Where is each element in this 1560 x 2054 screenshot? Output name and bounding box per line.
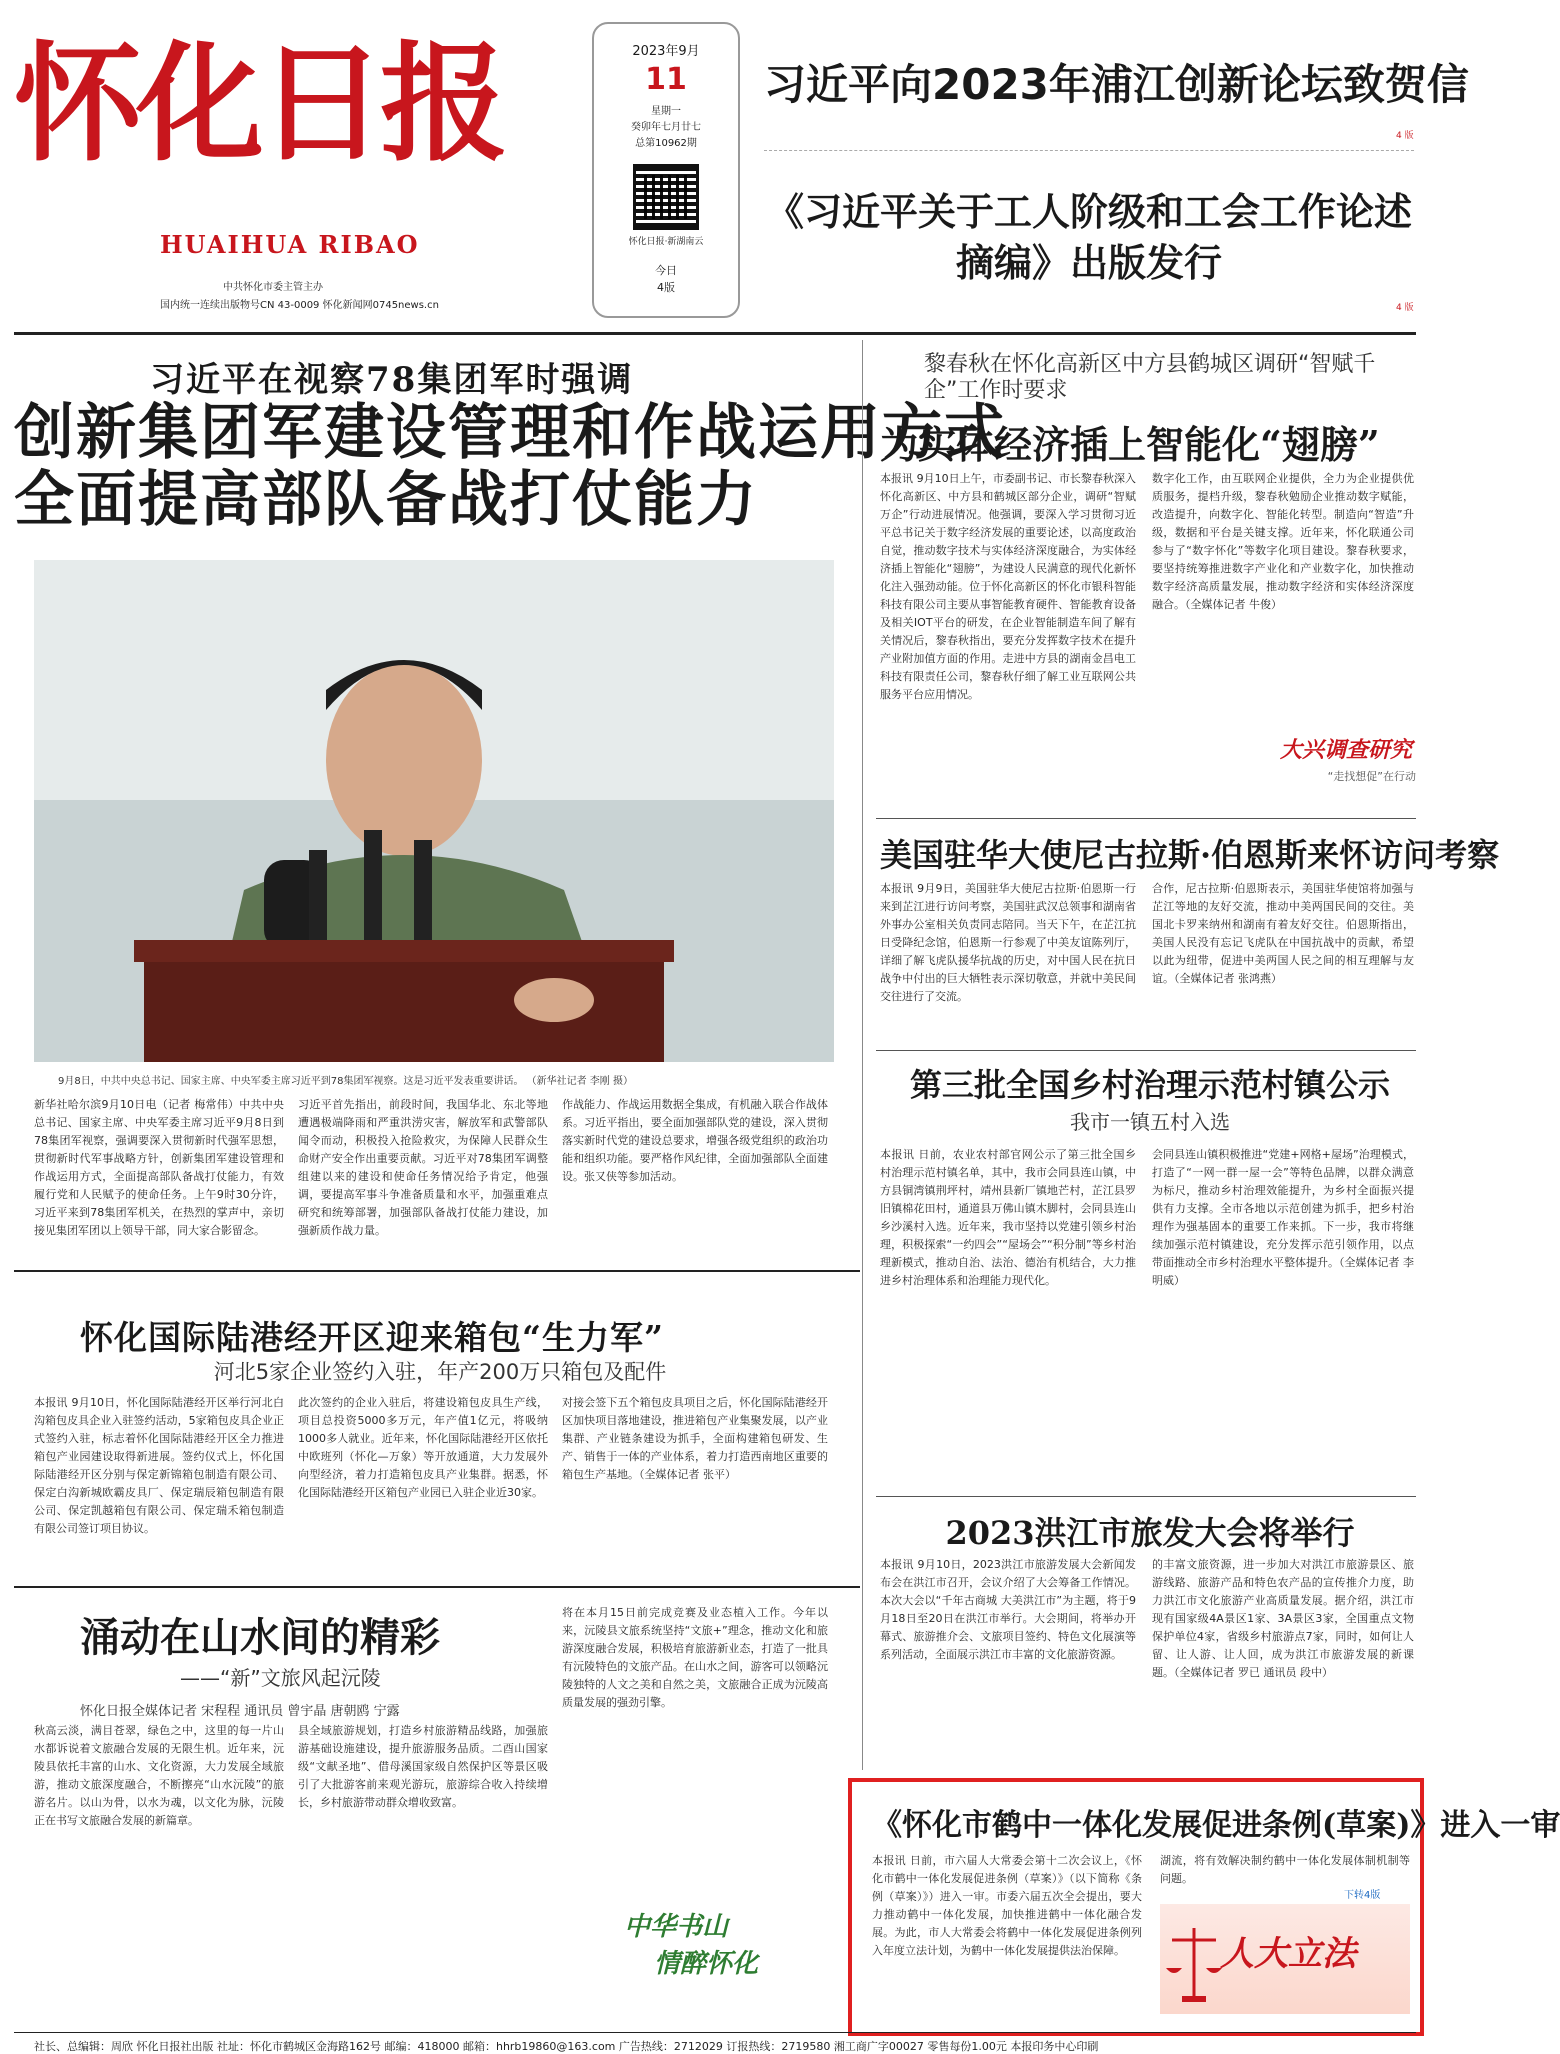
story7-body-col3: 将在本月15日前完成竞赛及业态植入工作。今年以来，沅陵县文旅系统坚持“文旅+”理念，推动文化和旅游深度融合发展，积极培育旅游新业态，打造了一批具有沅陵特色的文旅产品。在山水之间，游客可以领略沅陵独特的人文之美和自然之美，文旅融合正成为沅陵高质量发展的强劲引擎。 [562,1606,828,1709]
lead-photo-caption: 9月8日，中共中央总书记、国家主席、中央军委主席习近平到78集团军视察。这是习近平发表重要讲话。 （新华社记者 李刚 摄） [58,1076,633,1087]
story5-subtitle: 河北5家企业签约入驻，年产200万只箱包及配件 [213,1360,667,1384]
story7-byline: 怀化日报全媒体记者 宋程程 通讯员 曾宇晶 唐朝鸥 宁露 [80,1704,400,1719]
story2-kicker: 黎春秋在怀化高新区中方县鹤城区调研“智赋千企”工作时要求 [924,352,1376,404]
story7-body-col1: 秋高云淡，满目苍翠，绿色之中，这里的每一片山水都诉说着文旅融合发展的无限生机。近年来，沅陵县依托丰富的山水、文化资源，大力发展全域旅游，推动文旅深度融合，不断擦亮“山水沅陵”的旅游名片。以山为骨，以水为魂，以文化为脉，沅陵正在书写文旅融合发展的新篇章。 [34,1724,284,1827]
lead-photo[interactable] [34,560,834,1062]
masthead-logo-text: 怀化日报 [14,29,503,179]
story4-body-col2: 会同县连山镇积极推进“党建+网格+屋场”治理模式，打造了“一网一群一屋一会”等特色品牌，以群众满意为标尺，推动乡村治理效能提升，为乡村全面振兴提供有力支撑。全市各地以示范创建为抓手，把乡村治理作为强基固本的重要工作来抓。下一步，我市将继续加强示范村镇建设，充分发挥示范引领作用，以点带面推动全市乡村治理水平整体提升。（全媒体记者 李明威） [1152,1148,1414,1287]
story3-title[interactable]: 美国驻华大使尼古拉斯·伯恩斯来怀访问考察 [880,836,1500,874]
story7-title[interactable]: 涌动在山水间的精彩 [80,1614,440,1661]
story8-body-col2: 湖流，将有效解决制约鹤中一体化发展体制机制等问题。 [1160,1854,1410,1885]
story2-body-col2: 数字化工作，由互联网企业提供，全力为企业提供优质服务，提档升级，黎春秋勉励企业推动数字赋能，改造提升，向数字化、智能化转型。制造向“智造”升级，数据和平台是关键支撑。近年来，怀化联通公司参与了“数字怀化”等数字化项目建设。黎春秋要求，要坚持统筹推进数字产业化和产业数字化，加快推动数字经济高质量发展，推动数字经济和实体经济深度融合。（全媒体记者 牛俊） [1152,472,1414,611]
masthead-pinyin: HUAIHUA RIBAO [160,230,420,259]
tourism-logo-line2: 情醉怀化 [654,1949,759,1979]
npc-legislation-logo [1160,1904,1410,2014]
story2-title[interactable]: 为实体经济插上智能化“翅膀” [880,422,1380,467]
lead-body-col3: 作战能力、作战运用数据全集成，有机融入联合作战体系。习近平指出，要全面加强部队党的建设，深入贯彻落实新时代党的建设总要求，增强各级党组织的政治功能和组织功能。要严格作风纪律，全面加强部队全面建设。张又侠等参加活动。 [562,1098,828,1183]
date-weekday: 星期一 [651,106,681,117]
story4-body-col1: 本报讯 日前，农业农村部官网公示了第三批全国乡村治理示范村镇名单，其中，我市会同县连山镇，中方县铜湾镇荆坪村，靖州县新厂镇地芒村，芷江县罗旧镇棉花田村，通道县万佛山镇木脚村，会同县连山乡沙溪村入选。近年来，我市坚持以党建引领乡村治理，积极探索“一约四会”“屋场会”“积分制”等乡村治理新模式，推动自治、法治、德治有机结合，大力推进乡村治理体系和治理能力现代化。 [880,1148,1136,1287]
stamp-title: 大兴调查研究 [1279,737,1412,763]
story4-subtitle: 我市一镇五村入选 [1070,1110,1230,1134]
story5-body-col3: 对接会签下五个箱包皮具项目之后，怀化国际陆港经开区加快项目落地建设，推进箱包产业集聚发展，以产业集群、产业链条建设为抓手，全面构建箱包研发、生产、销售于一体的产业体系，着力打造西南地区重要的箱包生产基地。（全媒体记者 张平） [562,1396,828,1481]
story7-body-col2: 县全域旅游规划，打造乡村旅游精品线路，加强旅游基础设施建设，提升旅游服务品质。二酉山国家级“文献圣地”、借母溪国家级自然保护区等景区吸引了大批游客前来观光游玩，旅游综合收入持续增长，乡村旅游带动群众增收致富。 [298,1724,548,1809]
story6-title[interactable]: 2023洪江市旅发大会将举行 [945,1514,1355,1552]
qr-caption: 怀化日报·新湖南云 [628,237,704,247]
story2-body-col1: 本报讯 9月10日上午，市委副书记、市长黎春秋深入怀化高新区、中方县和鹤城区部分企业，调研“智赋万企”行动进展情况。他强调，要深入学习贯彻习近平总书记关于数字经济发展的重要论述，以高度政治自觉，推动数字技术与实体经济深度融合，为实体经济插上智能化“翅膀”，为建设人民满意的现代化新怀化注入强劲动能。位于怀化高新区的怀化市银科智能科技有限公司主要从事智能教育硬件、智能教育设备及相关IOT平台的研发，在企业智能制造车间了解有关情况后，黎春秋指出，要充分发挥数字技术在提升产业附加值方面的作用。走进中方县的湖南金昌电工科技有限责任公司，黎春秋仔细了解工业互联网公共服务平台应用情况。 [880,472,1136,701]
masthead-logo [14,29,503,240]
story4-title[interactable]: 第三批全国乡村治理示范村镇公示 [909,1066,1390,1104]
stamp-subtitle: “走找想促”在行动 [1327,770,1416,783]
footer-info: 社长、总编辑：周欣 怀化日报社出版 社址：怀化市鹤城区金海路162号 邮编：418000 邮箱：hhrb19860@163.com 广告热线：2712029 订报热线：2719580 湘工商广字00027 零售每份1.00元 本报印务中心印刷 [34,2040,1099,2053]
masthead-publisher: 中共怀化市委主管主办 [223,282,323,293]
top-headline-1[interactable]: 习近平向2023年浦江创新论坛致贺信 [764,60,1469,109]
lead-title-line1[interactable]: 创新集团军建设管理和作战运用方式 [14,398,1006,468]
lead-photo-illustration [34,560,834,1062]
story6-body-col2: 的丰富文旅资源，进一步加大对洪江市旅游景区、旅游线路、旅游产品和特色农产品的宣传推介力度，助力洪江市文化旅游产业高质量发展。据介绍，洪江市现有国家级4A景区1家、3A景区3家，全国重点文物保护单位4家，省级乡村旅游点7家，同时，如何让人留、让人游、让人回，成为洪江市旅游发展的新课题。（全媒体记者 罗已 通讯员 段中） [1152,1558,1414,1679]
top-headline-2-ref[interactable]: 4 版 [1396,303,1414,313]
story5-body-col1: 本报讯 9月10日，怀化国际陆港经开区举行河北白沟箱包皮具企业入驻签约活动，5家箱包皮具企业正式签约入驻，标志着怀化国际陆港经开区全力推进箱包产业园建设取得新进展。签约仪式上，怀化国际陆港经开区分别与保定新锦箱包制造有限公司、保定白沟新城欧霸皮具厂、保定瑞辰箱包制造有限公司、保定凯越箱包有限公司、保定瑞禾箱包制造有限公司签订项目协议。 [34,1396,284,1535]
story8-body-col1: 本报讯 日前，市六届人大常委会第十二次会议上，《怀化市鹤中一体化发展促进条例（草案）》（以下简称《条例（草案）》）进入一审。市委六届五次全会提出，要大力推动鹤中一体化发展，加快推进鹤中一体化融合发展。为此，市人大常委会将鹤中一体化发展促进条例列入年度立法计划，为鹤中一体化发展提供法治保障。 [872,1854,1142,1957]
lead-body-col2: 习近平首先指出，前段时间，我国华北、东北等地遭遇极端降雨和严重洪涝灾害，解放军和武警部队闻令而动，积极投入抢险救灾，为保障人民群众生命财产安全作出重要贡献。习近平对78集团军调整组建以来的建设和使命任务情况给予肯定，他强调，要提高军事斗争准备质量和水平，加强重难点研究和统筹部署，加强部队备战打仗能力建设，加强新质作战力量。 [298,1098,548,1237]
lead-body-col1: 新华社哈尔滨9月10日电（记者 梅常伟）中共中央总书记、国家主席、中央军委主席习近平9月8日到78集团军视察，强调要深入贯彻新时代强军思想，贯彻新时代军事战略方针，创新集团军建设管理和作战运用方式，全面提高部队备战打仗能力，有效履行党和人民赋予的使命任务。上午9时30分许，习近平来到78集团军机关，在热烈的掌声中，亲切接见集团军团以上领导干部，同大家合影留念。 [34,1098,284,1237]
qr-code-icon[interactable] [633,164,699,230]
date-lunar: 癸卯年七月廿七 [631,122,701,133]
npc-legislation-text: 人大立法 [1220,1934,1356,1974]
top-headline-2[interactable]: 《习近平关于工人阶级和工会工作论述摘编》出版发行 [765,189,1412,286]
tourism-logo [624,1906,824,1986]
story7-subtitle: ——“新”文旅风起沅陵 [180,1666,381,1690]
story5-body-col2: 此次签约的企业入驻后，将建设箱包皮具生产线，项目总投资5000多万元，年产值1亿元，将吸纳1000多人就业。近年来，怀化国际陆港经开区依托中欧班列（怀化—万象）等开放通道，大力发展外向型经济，着力打造箱包皮具产业集群。据悉，怀化国际陆港经开区箱包产业园已入驻企业近30家。 [298,1396,548,1499]
masthead-issn: 国内统一连续出版物号CN 43-0009 怀化新闻网0745news.cn [160,300,439,311]
lead-kicker: 习近平在视察78集团军时强调 [150,360,634,400]
tourism-logo-line1: 中华书山 [624,1912,729,1942]
lead-title-line2[interactable]: 全面提高部队备战打仗能力 [14,465,758,536]
story3-body-col1: 本报讯 9月9日，美国驻华大使尼古拉斯·伯恩斯一行来到芷江进行访问考察，美国驻武汉总领事和湖南省外事办公室相关负责同志陪同。当天下午，在芷江抗日受降纪念馆，伯恩斯一行参观了中美友谊陈列厅，详细了解飞虎队援华抗战的历史，对中国人民在抗日战争中付出的巨大牺牲表示深切敬意，并就中美民间交往进行了交流。 [880,882,1136,1003]
today-label: 今日 [655,264,677,277]
date-day: 11 [645,62,687,97]
story5-title[interactable]: 怀化国际陆港经开区迎来箱包“生力军” [80,1318,664,1357]
scales-icon [1164,1918,1224,2008]
story3-body-col2: 合作，尼古拉斯·伯恩斯表示，美国驻华使馆将加强与芷江等地的友好交流，推动中美两国民间的交往。美国北卡罗来纳州和湖南有着友好交往。伯恩斯指出，美国人民没有忘记飞虎队在中国抗战中的贡献，希望以此为纽带，促进中美两国人民之间的相互理解与友谊。（全媒体记者 张鸿燕） [1152,882,1414,985]
date-box [592,22,740,318]
page-count: 4版 [657,280,675,294]
top-headline-1-ref[interactable]: 4 版 [1396,131,1414,141]
story8-title[interactable]: 《怀化市鹤中一体化发展促进条例(草案)》进入一审 [872,1808,1560,1843]
stamp-investigation [1190,733,1422,787]
story8-continue-ref[interactable]: 下转4版 [1344,1890,1381,1901]
lead-title[interactable] [14,398,1006,536]
date-issue: 总第10962期 [635,138,697,149]
date-year-month: 2023年9月 [632,44,700,59]
story6-body-col1: 本报讯 9月10日，2023洪江市旅游发展大会新闻发布会在洪江市召开，会议介绍了大会筹备工作情况。本次大会以“千年古商城 大美洪江市”为主题，将于9月18日至20日在洪江市举行。大会期间，将举办开幕式、旅游推介会、文旅项目签约、特色文化展演等系列活动，全面展示洪江市丰富的文化旅游资源。 [880,1558,1136,1661]
